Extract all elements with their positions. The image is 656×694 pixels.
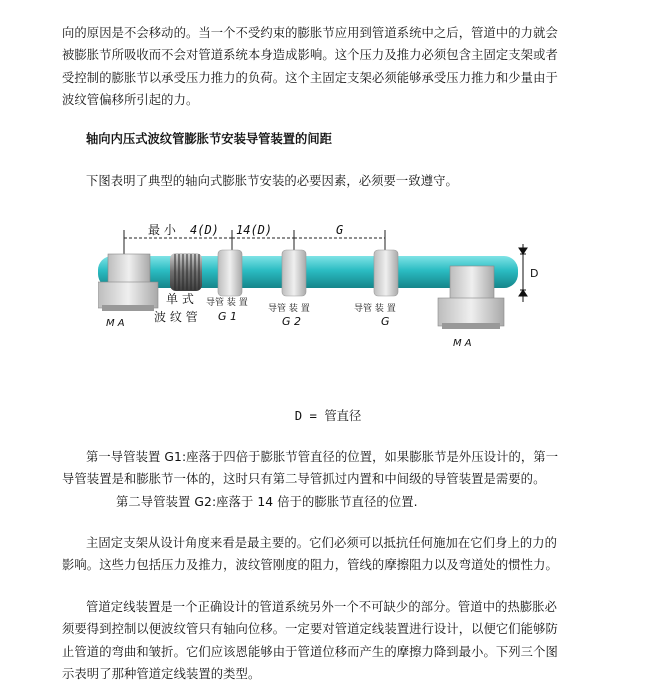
figure-intro: [86, 170, 626, 192]
text-line: 止管道的弯曲和皱折。它们应该恩能够由于管道位移而产生的摩擦力降到最小。下列三个图: [62, 644, 558, 659]
dim-label-4d: 4(D): [190, 223, 219, 237]
d-label: D: [530, 267, 539, 280]
paragraph-main-anchor: [62, 532, 602, 577]
text-line: 示表明了那种管道定线装置的类型。: [62, 666, 261, 681]
text-line: 第二导管装置 G2:座落于 14 倍于的膨胀节直径的位置.: [116, 494, 418, 509]
text-line: 影响。这些力包括压力及推力，波纹管刚度的阻力，管线的摩擦阻力以及弯道处的惯性力。: [62, 558, 558, 573]
guide1-label: 导管 装 置: [206, 298, 248, 308]
dim-label-min: 最 小: [148, 223, 176, 237]
bellows: [170, 253, 202, 291]
guide3-id: G: [381, 315, 390, 328]
paragraph-guides: [62, 446, 602, 513]
guide1-id: G 1: [218, 310, 238, 323]
text-line: 第一导管装置 G1:座落于四倍于膨胀节管直径的位置，如果膨胀节是外压设计的，第一: [86, 450, 559, 464]
dim-label-g: G: [336, 223, 344, 237]
text-line: 波纹管偏移所引起的力。: [62, 92, 199, 107]
guide2-label: 导管 装 置: [268, 304, 310, 314]
guide3-label: 导管 装 置: [354, 304, 396, 314]
paragraph-restraint: [62, 22, 602, 111]
guide-g2: [282, 250, 306, 296]
left-anchor-label: M A: [106, 318, 125, 329]
bellows-label-line1: 单 式: [166, 292, 194, 306]
text-line: 下图表明了典型的轴向式膨胀节安装的必要因素，必须要一致遵守。: [86, 174, 458, 188]
text-line: 主固定支架从设计角度来看是最主要的。它们必须可以抵抗任何施加在它们身上的力的: [86, 536, 558, 550]
text-line: 向的原因是不会移动的。当一个不受约束的膨胀节应用到管道系统中之后，管道中的力就会: [62, 26, 558, 40]
paragraph-alignment-guides: [62, 596, 602, 685]
section-heading: 轴向内压式波纹管膨胀节安装导管装置的间距: [86, 132, 332, 146]
guide-g1: [218, 250, 242, 296]
figure-caption: D = 管直径: [294, 409, 362, 423]
text-line: 管道定线装置是一个正确设计的管道系统另外一个不可缺少的部分。管道中的热膨胀必: [86, 600, 558, 614]
text-line: 须要得到控制以便波纹管只有轴向位移。一定要对管道定线装置进行设计，以便它们能够防: [62, 622, 558, 637]
guide-g: [374, 250, 398, 296]
guide2-id: G 2: [282, 315, 302, 328]
diameter-dimension: [519, 244, 527, 302]
dim-label-14d: 14(D): [236, 223, 273, 237]
text-line: 受控制的膨胀节以承受压力推力的负荷。这个主固定支架必须能够承受压力推力和少量由于: [62, 70, 558, 85]
guide-spacing-diagram: [98, 206, 543, 366]
text-line: 被膨胀节所吸收而不会对管道系统本身造成影响。这个压力及推力必须包含主固定支架或者: [62, 48, 558, 63]
bellows-label-line2: 波 纹 管: [154, 310, 198, 324]
text-line: 导管装置是和膨胀节一体的，这时只有第二导管抓过内置和中间级的导管装置是需要的。: [62, 472, 546, 487]
right-anchor-label: M A: [453, 338, 472, 349]
